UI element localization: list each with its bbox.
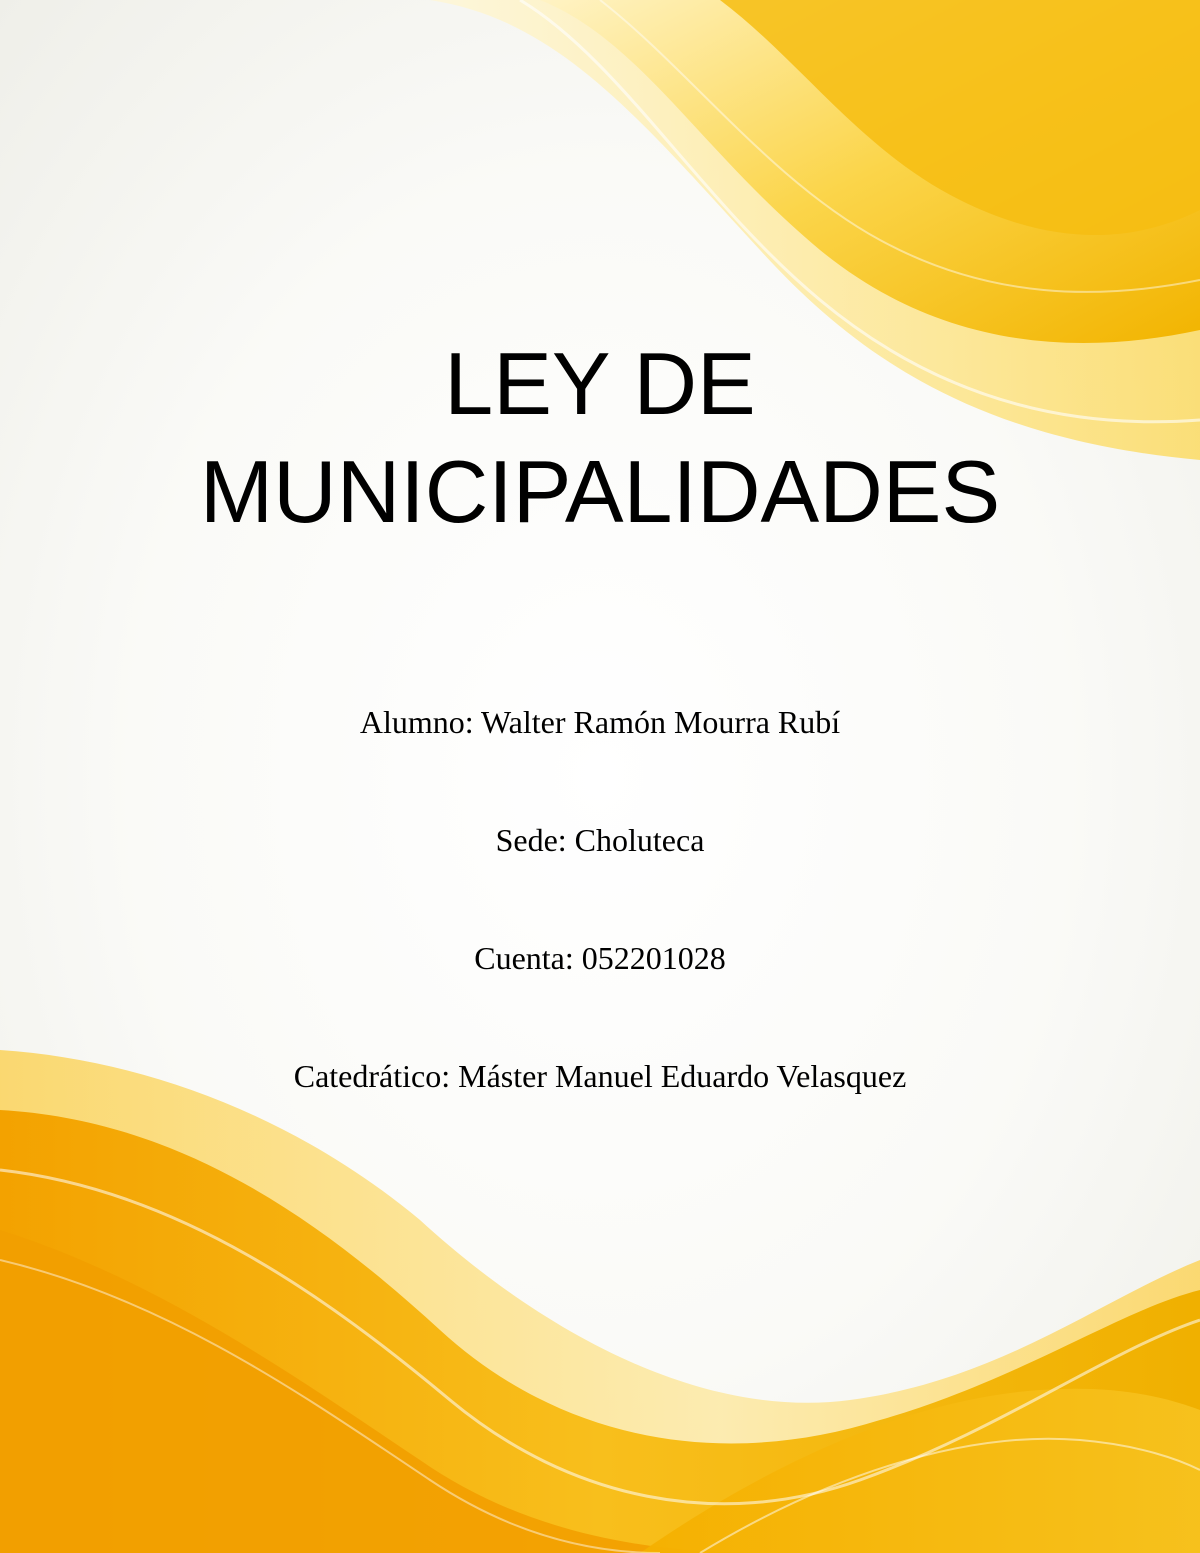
document-title bbox=[0, 330, 1200, 546]
campus-location: Sede: Choluteca bbox=[495, 822, 705, 858]
title-line-2: MUNICIPALIDADES bbox=[199, 442, 1001, 541]
professor-name: Catedrático: Máster Manuel Eduardo Velasquez bbox=[293, 1058, 907, 1094]
account-number: Cuenta: 052201028 bbox=[474, 940, 726, 976]
title-line-1: LEY DE bbox=[444, 334, 756, 433]
student-name: Alumno: Walter Ramón Mourra Rubí bbox=[359, 704, 841, 740]
